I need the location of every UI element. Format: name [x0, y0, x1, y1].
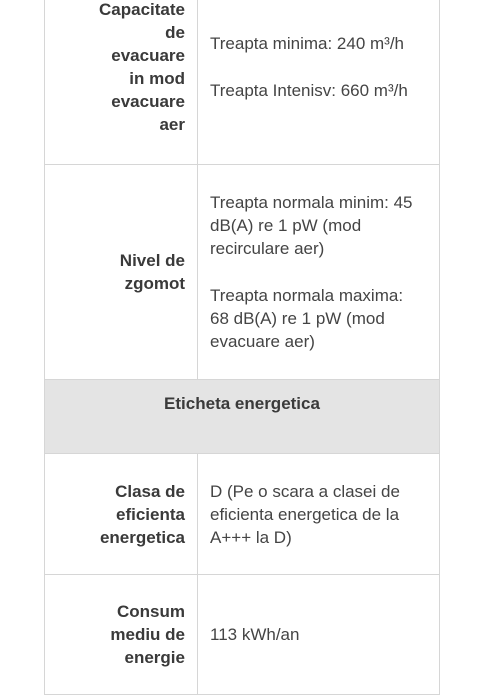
table-section-header: [45, 380, 440, 454]
specifications-table: [44, 0, 440, 695]
table-row-noise-level: [45, 165, 440, 380]
noise-level-value: Treapta normala minim: 45 dB(A) re 1 pW (mod recirculare aer) Treapta normala maxima: 68 dB(A) re 1 pW (mod evacuare aer): [198, 165, 440, 380]
energy-class-value: D (Pe o scara a clasei de eficienta energetica de la A+++ la D): [198, 454, 440, 575]
table-row-exhaust-capacity: [45, 0, 440, 165]
noise-level-label: Nivel de zgomot: [45, 165, 198, 380]
table-row-energy-class: [45, 454, 440, 575]
section-title-energy-label: Eticheta energetica: [45, 380, 440, 454]
energy-class-label: Clasa de eficienta energetica: [45, 454, 198, 575]
exhaust-capacity-value: Treapta minima: 240 m³/h Treapta Intenisv: 660 m³/h: [198, 0, 440, 165]
exhaust-capacity-label: Capacitate de evacuare in mod evacuare aer: [45, 0, 198, 165]
energy-consumption-value: 113 kWh/an: [198, 575, 440, 695]
table-row-energy-consumption: [45, 575, 440, 695]
energy-consumption-label: Consum mediu de energie: [45, 575, 198, 695]
